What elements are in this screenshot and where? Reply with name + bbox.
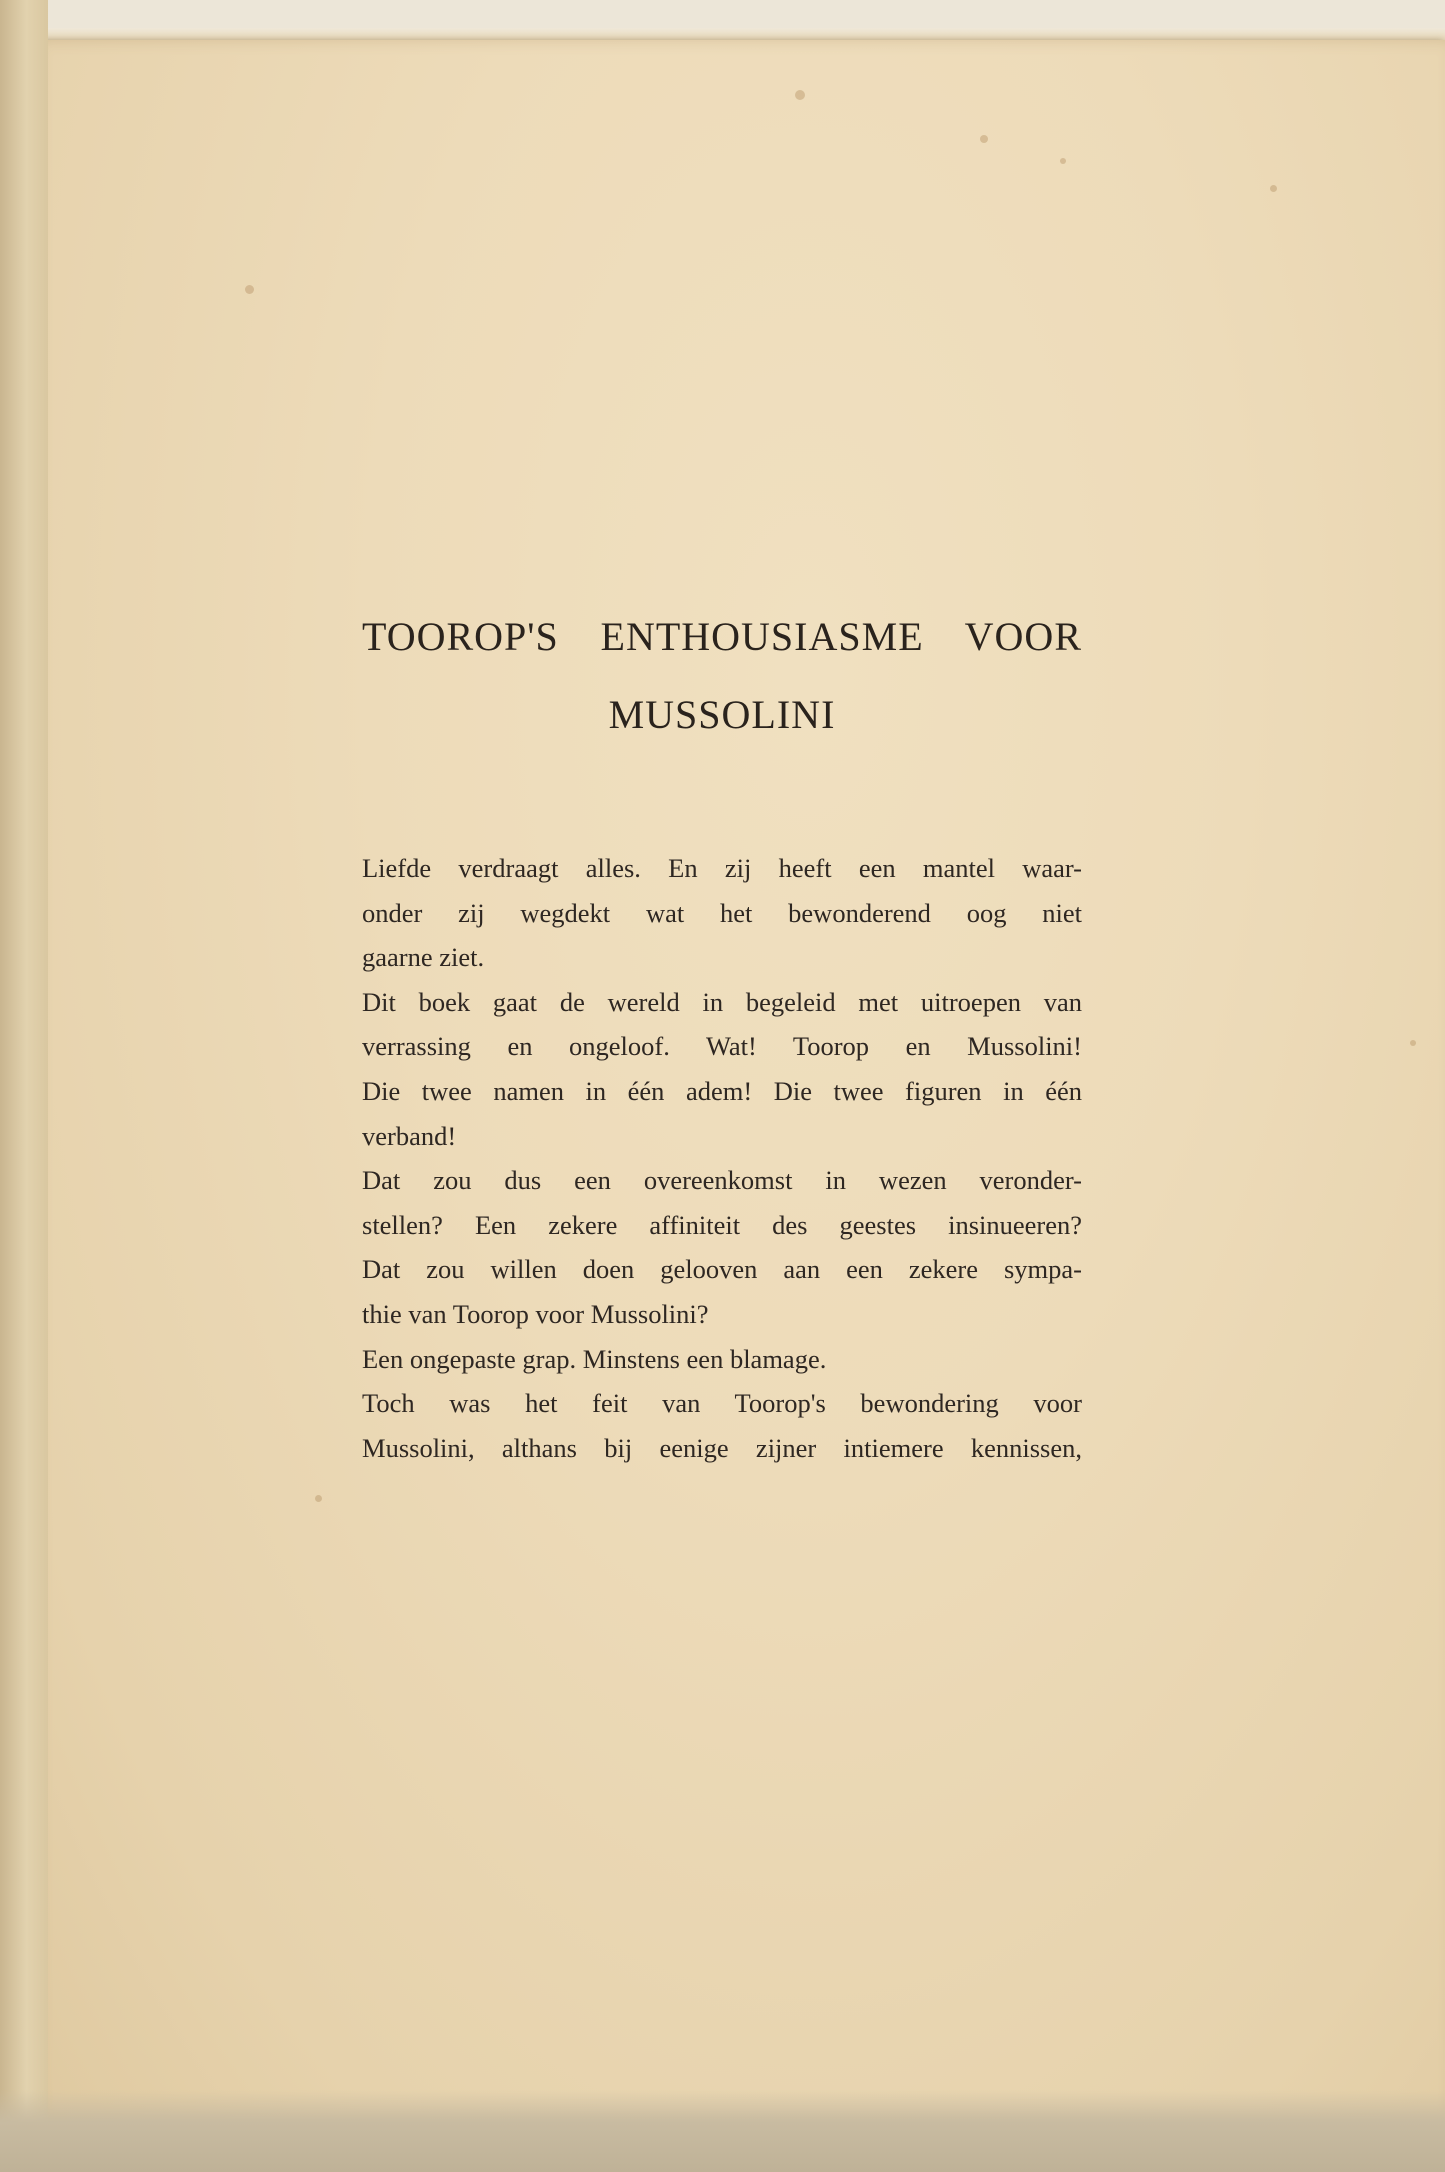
foxing-spot <box>315 1495 322 1502</box>
page-spine-edge <box>0 0 48 2172</box>
body-text <box>362 846 1082 1470</box>
body-line: Liefde verdraagt alles. En zij heeft een mantel waar- <box>362 853 1082 883</box>
foxing-spot <box>1270 185 1277 192</box>
text-block <box>362 598 1082 1470</box>
body-line: Dit boek gaat de wereld in begeleid met uitroepen van <box>362 986 1082 1017</box>
foxing-spot <box>795 90 805 100</box>
body-line: verband! <box>362 1120 457 1151</box>
body-line: gaarne ziet. <box>362 942 485 973</box>
foxing-spot <box>245 285 254 294</box>
body-line: Een ongepaste grap. Minstens een blamage. <box>362 1343 827 1374</box>
body-line: Mussolini, althans bij eenige zijner intiemere kennissen, <box>362 1432 1082 1463</box>
page-bottom-shadow <box>0 2090 1445 2172</box>
foxing-spot <box>980 135 988 143</box>
body-line: onder zij wegdekt wat het bewonderend oog niet <box>362 897 1082 928</box>
foxing-spot <box>1410 1040 1416 1046</box>
foxing-spot <box>1060 158 1066 164</box>
body-line: verrassing en ongeloof. Wat! Toorop en Mussolini! <box>362 1031 1082 1062</box>
body-line: stellen? Een zekere affiniteit des geestes insinueeren? <box>362 1209 1082 1240</box>
chapter-title-line-2: MUSSOLINI <box>608 692 836 737</box>
body-line: Dat zou willen doen gelooven aan een zekere sympa- <box>362 1254 1082 1285</box>
body-line: thie van Toorop voor Mussolini? <box>362 1298 709 1329</box>
chapter-title-line-1: TOOROP'S ENTHOUSIASME VOOR <box>362 614 1082 659</box>
body-line: Toch was het feit van Toorop's bewondering voor <box>362 1388 1082 1419</box>
body-line: Die twee namen in één adem! Die twee figuren in één <box>362 1075 1082 1106</box>
body-line: Dat zou dus een overeenkomst in wezen veronder- <box>362 1165 1082 1196</box>
